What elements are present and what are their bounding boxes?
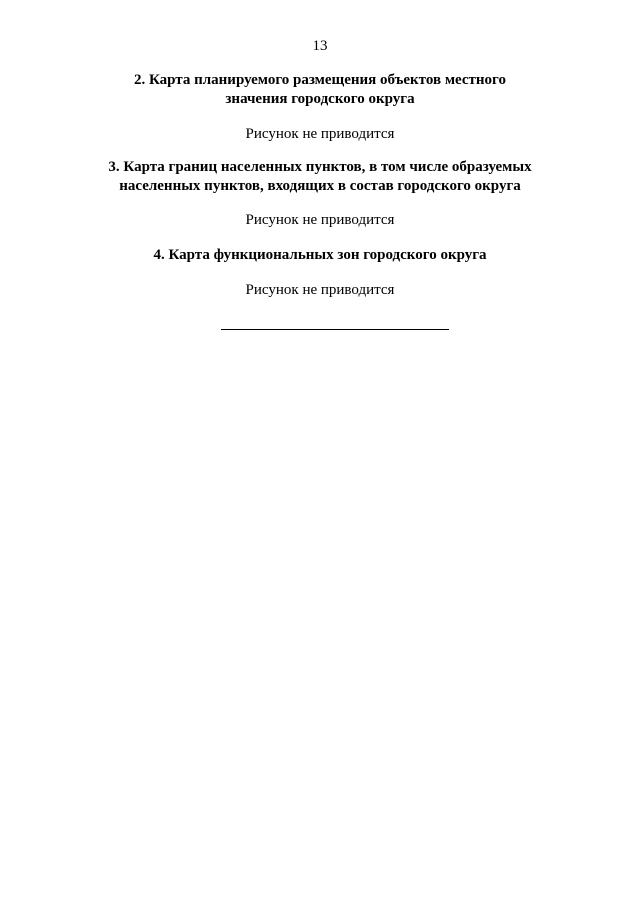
- figure-omitted-note: Рисунок не приводится: [245, 126, 395, 142]
- section-title-map-settlement-borders: [0, 158, 640, 196]
- section-title-map-functional-zones: [0, 246, 640, 265]
- section-title-line: 4. Карта функциональных зон городского округа: [153, 247, 487, 263]
- figure-omitted-note: Рисунок не приводится: [245, 212, 395, 228]
- section-title-line: населенных пунктов, входящих в состав городского округа: [119, 178, 521, 194]
- section-title-line: 2. Карта планируемого размещения объектов местного: [133, 72, 506, 88]
- end-divider-line: [221, 329, 449, 330]
- section-title-map-planned-objects: [0, 71, 640, 109]
- section-title-line: 3. Карта границ населенных пунктов, в том числе образуемых: [108, 159, 532, 175]
- figure-omitted-note: Рисунок не приводится: [245, 282, 395, 298]
- page-number: 13: [312, 38, 328, 54]
- section-title-line: значения городского округа: [225, 91, 415, 107]
